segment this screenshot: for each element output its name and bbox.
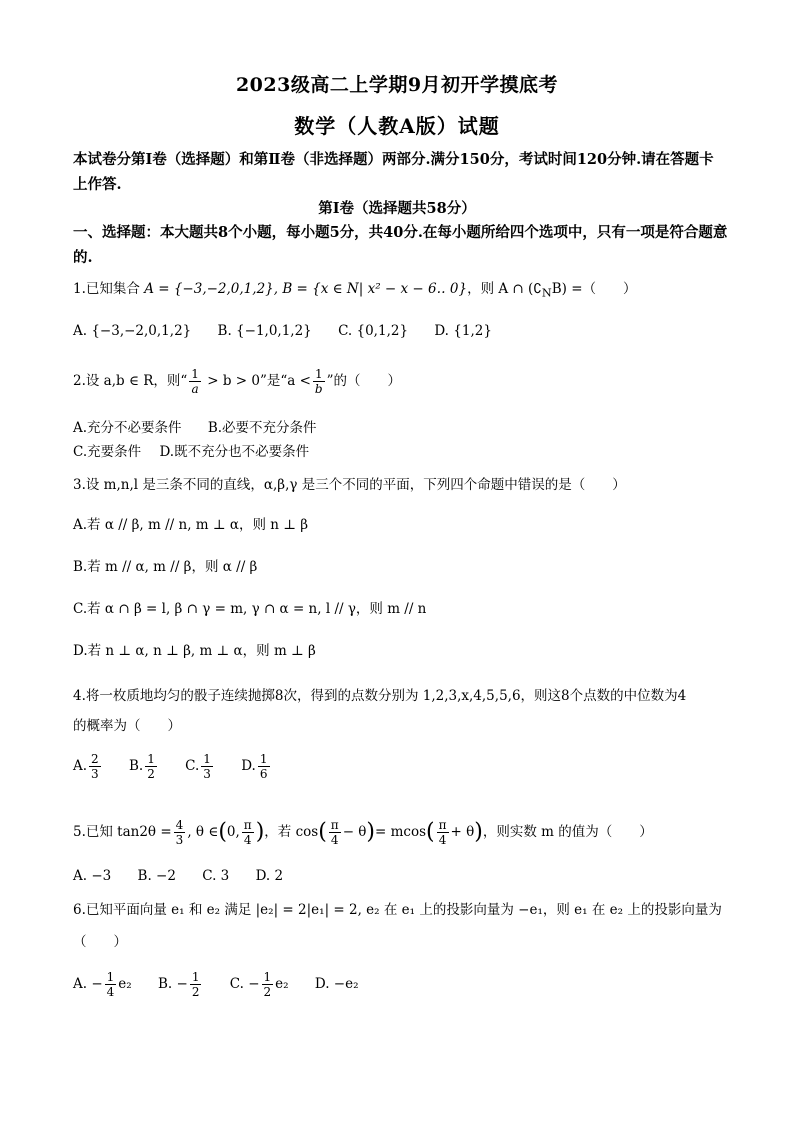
q4-d-label: D.: [241, 758, 256, 774]
q4-c-num: 1: [203, 752, 211, 766]
q2-option-d[interactable]: D.既不充分也不必要条件: [159, 444, 310, 460]
q2-frac-1: [189, 367, 201, 396]
q1-option-a[interactable]: A. {−3,−2,0,1,2}: [73, 323, 192, 339]
q2-options-row2: [73, 442, 331, 462]
q1-sub: N: [541, 286, 552, 300]
question-1: [73, 279, 637, 304]
q5-mid2: ，若 cos: [264, 824, 319, 840]
question-6-line1: 6.已知平面向量 e₁ 和 e₂ 满足 |e₂| = 2|e₁| = 2, e₂ 在 e₁ 上的投影向量为 −e₁，则 e₁ 在 e₂ 上的投影向量为: [73, 902, 722, 918]
q6-option-d[interactable]: [315, 974, 359, 994]
q1-option-c[interactable]: C. {0,1,2}: [338, 323, 409, 339]
q2-frac1-num: 1: [191, 367, 199, 381]
q5-option-a[interactable]: A. −3: [73, 868, 112, 884]
q6-c-num: 1: [263, 970, 272, 984]
q4-c-label: C.: [185, 758, 200, 774]
q5-rparen-3: ): [474, 819, 483, 845]
q2-text-end: ”的（ ）: [326, 373, 402, 389]
question-6-line2: （ ）: [73, 934, 127, 950]
q6-options: [73, 970, 381, 999]
q6-b-num: 1: [191, 970, 200, 984]
q5-option-c[interactable]: C. 3: [202, 868, 230, 884]
q4-d-num: 1: [259, 752, 268, 766]
q6-c-den: 2: [263, 985, 272, 999]
q2-mid: > b > 0”是“a <: [202, 373, 311, 389]
q1-set-a: A = {−3,−2,0,1,2}: [144, 281, 274, 297]
q4-b-den: 2: [147, 767, 155, 781]
q5-rparen-2: ): [366, 819, 376, 845]
q4-a-label: A.: [73, 758, 88, 774]
q5-f2-den: 4: [243, 833, 252, 847]
q5-rparen-1: ): [255, 819, 265, 845]
q5-pre: 5.已知 tan2θ =: [73, 824, 172, 840]
q1-option-d[interactable]: D. {1,2}: [434, 323, 492, 339]
question-4-line2: 的概率为（ ）: [73, 718, 181, 734]
q2-frac2-num: 1: [313, 367, 325, 382]
q6-option-b[interactable]: [158, 970, 203, 999]
q4-b-num: 1: [147, 752, 155, 766]
q6-option-a[interactable]: [73, 970, 132, 999]
q6-option-c[interactable]: [230, 970, 289, 999]
exam-title: 2023级高二上学期9月初开学摸底考: [235, 74, 559, 96]
q6-b-label: B. −: [158, 976, 188, 992]
q1-set-b: , B = {x ∈ N| x² − x − 6‥ 0}: [273, 281, 468, 297]
q5-mid1: , θ ∈: [187, 824, 219, 840]
q2-frac1-den: a: [191, 382, 199, 396]
q4-option-d[interactable]: [241, 752, 271, 781]
q5-text-end: ，则实数 m 的值为（ ）: [482, 824, 653, 840]
q5-mid5: + θ: [450, 824, 475, 840]
q4-a-num: 2: [91, 752, 99, 766]
q5-f1-num: 4: [175, 818, 184, 832]
exam-subtitle: 数学（人教A版）试题: [294, 114, 500, 138]
q5-f3-num: π: [330, 818, 339, 832]
part-title: 第I卷（选择题共58分）: [318, 200, 476, 217]
q3-option-a[interactable]: A.若 α // β, m // n, m ⊥ α，则 n ⊥ β: [73, 517, 309, 533]
q6-a-label: A. −: [73, 976, 103, 992]
question-5: [73, 818, 653, 847]
q1-option-b[interactable]: B. {−1,0,1,2}: [217, 323, 312, 339]
q4-option-c[interactable]: [185, 752, 215, 781]
q4-option-b[interactable]: [129, 752, 159, 781]
q6-d-label: D. −e₂: [314, 976, 359, 992]
q6-a-tail: e₂: [118, 976, 132, 992]
q3-option-c[interactable]: C.若 α ∩ β = l, β ∩ γ = m, γ ∩ α = n, l // γ，则 m // n: [73, 601, 427, 617]
q5-f1-den: 3: [175, 833, 184, 847]
q2-option-b[interactable]: B.必要不充分条件: [207, 420, 317, 436]
q2-option-a[interactable]: A.充分不必要条件: [73, 420, 182, 436]
q1-text-end: B) =（ ）: [551, 281, 637, 297]
question-4-line1: 4.将一枚质地均匀的骰子连续抛掷8次，得到的点数分别为 1,2,3,x,4,5,5,6，则这8个点数的中位数为4: [73, 688, 687, 704]
q4-c-den: 3: [203, 767, 211, 781]
q5-lparen-1: (: [218, 819, 227, 845]
q2-text-pre: 2.设 a,b ∈ R，则“: [73, 373, 188, 389]
q1-text-post: ，则 A ∩ (∁: [467, 281, 542, 297]
q4-d-den: 6: [259, 767, 268, 781]
q5-interval-pre: 0,: [226, 824, 240, 840]
q2-option-c[interactable]: C.充要条件: [73, 444, 142, 460]
q2-frac2-den: b: [314, 382, 323, 396]
q5-f4-num: π: [438, 818, 447, 832]
exam-intro: 本试卷分第I卷（选择题）和第Ⅱ卷（非选择题）两部分.满分150分，考试时间120分钟.请在答题卡上作答.: [73, 151, 714, 193]
q6-a-num: 1: [106, 970, 115, 984]
q5-options: [73, 866, 305, 886]
q3-option-d[interactable]: D.若 n ⊥ α, n ⊥ β, m ⊥ α，则 m ⊥ β: [73, 643, 316, 659]
q5-f3-den: 4: [330, 833, 339, 847]
q5-mid3: − θ: [342, 824, 367, 840]
q6-b-den: 2: [191, 985, 200, 999]
q5-lparen-3: (: [426, 819, 435, 845]
question-3: 3.设 m,n,l 是三条不同的直线，α,β,γ 是三个不同的平面，下列四个命题中错误的是（ ）: [73, 477, 626, 493]
q5-mid4: = mcos: [375, 824, 427, 840]
q4-b-label: B.: [128, 758, 144, 774]
q4-option-a[interactable]: [73, 752, 103, 781]
q5-lparen-2: (: [318, 819, 327, 845]
q5-f2-num: π: [243, 818, 252, 832]
q5-option-d[interactable]: D. 2: [255, 868, 284, 884]
q6-c-label: C. −: [229, 976, 260, 992]
q2-frac-2: [313, 367, 325, 396]
q5-option-b[interactable]: B. −2: [137, 868, 176, 884]
q1-options: [73, 321, 514, 341]
q6-c-tail: e₂: [275, 976, 289, 992]
q1-text-pre: 1.已知集合: [73, 281, 140, 297]
section-title: 一、选择题：本大题共8个小题，每小题5分，共40分.在每小题所给四个选项中，只有一项是符合题意的.: [73, 224, 728, 266]
q2-options-row1: [73, 418, 339, 438]
q3-option-b[interactable]: B.若 m // α, m // β，则 α // β: [73, 559, 258, 575]
q4-options: [73, 752, 294, 781]
q4-a-den: 3: [91, 767, 99, 781]
question-2: [73, 367, 401, 396]
q6-a-den: 4: [106, 985, 115, 999]
q5-f4-den: 4: [438, 833, 447, 847]
